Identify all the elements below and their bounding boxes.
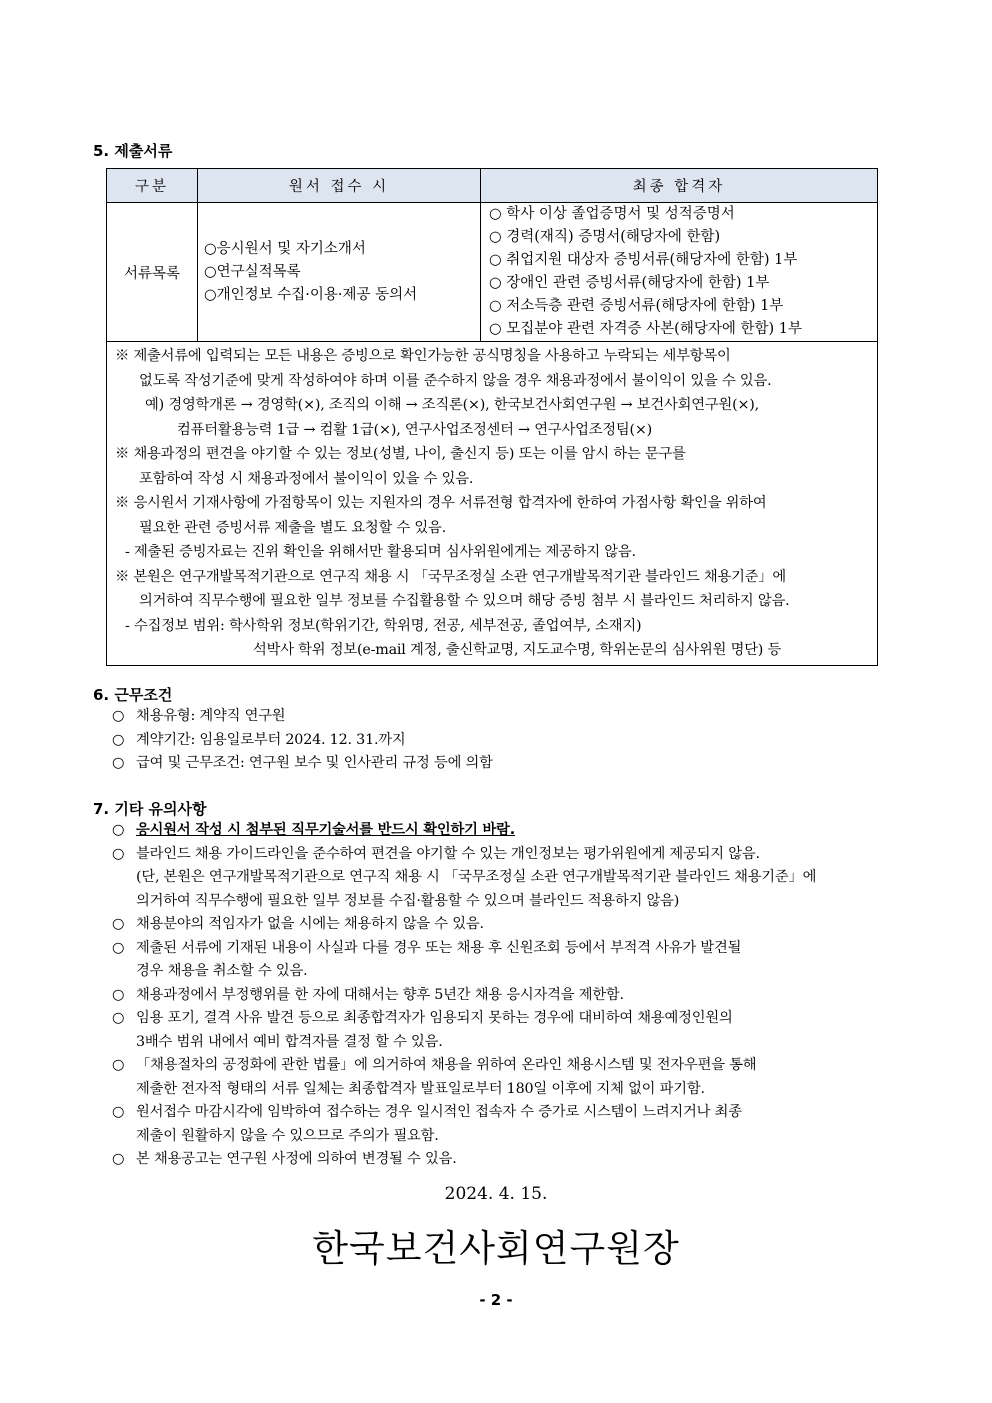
list-item <box>112 705 493 729</box>
list-item <box>112 984 816 1008</box>
note-line: 포함하여 작성 시 채용과정에서 불이익이 있을 수 있음. <box>139 470 474 487</box>
note-line: 컴퓨터활용능력 1급 → 컴활 1급(×), 연구사업조정센터 → 연구사업조정팀(×) <box>177 421 653 438</box>
list-item: ○ 경력(재직) 증명서(해당자에 한함) <box>489 229 721 245</box>
organization-signature: 한국보건사회연구원장 <box>312 1227 680 1270</box>
bullet: ○ <box>112 1151 125 1167</box>
list-item-text: 임용 포기, 결격 사유 발견 등으로 최종합격자가 임용되지 못하는 경우에 대비하여 채용예정인원의 <box>136 1010 733 1026</box>
list-item-text: 「채용절차의 공정화에 관한 법률」에 의거하여 채용을 위하여 온라인 채용시스템 및 전자우편을 통해 <box>136 1057 757 1073</box>
notices-list <box>112 819 816 1172</box>
note-line: 없도록 작성기준에 맞게 작성하여야 하며 이를 준수하지 않을 경우 채용과정에서 불이익이 있을 수 있음. <box>139 372 772 389</box>
application-docs-cell <box>198 203 481 342</box>
note-line: - 수집정보 범위: 학사학위 정보(학위기간, 학위명, 전공, 세부전공, 졸업여부, 소재지) <box>125 617 642 634</box>
bullet: ○ <box>112 1057 125 1073</box>
list-item: ○개인정보 수집·이용·제공 동의서 <box>204 286 418 303</box>
bullet: ○ <box>112 939 125 956</box>
bullet: ○ <box>112 708 125 724</box>
list-item-text: 급여 및 근무조건: 연구원 보수 및 인사관리 규정 등에 의함 <box>136 755 493 771</box>
row-label: 서류목록 <box>107 203 198 342</box>
list-item-continuation: 제출한 전자적 형태의 서류 일체는 최종합격자 발표일로부터 180일 이후에 지체 없이 파기함. <box>136 1080 705 1097</box>
bullet: ○ <box>112 755 125 771</box>
list-item <box>112 843 816 867</box>
list-item-continuation: 제출이 원활하지 않을 수 있으므로 주의가 필요함. <box>136 1127 439 1144</box>
note-line: 석박사 학위 정보(e-mail 계정, 출신학교명, 지도교수명, 학위논문의 심사위원 명단) 등 <box>253 642 782 658</box>
list-item-text: 제출된 서류에 기재된 내용이 사실과 다를 경우 또는 채용 후 신원조회 등에서 부적격 사유가 발견될 <box>136 939 742 956</box>
work-conditions-list <box>112 705 493 776</box>
list-item: ○ 학사 이상 졸업증명서 및 성적증명서 <box>489 206 735 222</box>
list-item <box>112 937 816 961</box>
note-line: ※ 제출서류에 입력되는 모든 내용은 증빙으로 확인가능한 공식명칭을 사용하고 누락되는 세부항목이 <box>115 348 731 364</box>
list-item-continuation: (단, 본원은 연구개발목적기관으로 연구직 채용 시 「국무조정실 소관 연구개발목적기관 블라인드 채용기준」에 <box>136 869 817 885</box>
list-item-text: 채용과정에서 부정행위를 한 자에 대해서는 향후 5년간 채용 응시자격을 제한함. <box>136 986 624 1003</box>
list-item <box>112 913 816 937</box>
header-category: 구분 <box>107 169 198 203</box>
list-item <box>112 1101 816 1125</box>
header-application: 원서 접수 시 <box>198 169 481 203</box>
bullet: ○ <box>112 986 125 1003</box>
list-item-continuation: 3배수 범위 내에서 예비 합격자를 결정 할 수 있음. <box>136 1033 443 1050</box>
list-item: ○ 저소득층 관련 증빙서류(해당자에 한함) 1부 <box>489 298 784 314</box>
list-item-text: 본 채용공고는 연구원 사정에 의하여 변경될 수 있음. <box>136 1151 457 1167</box>
list-item: ○ 장애인 관련 증빙서류(해당자에 한함) 1부 <box>489 275 770 291</box>
list-item-continuation: 의거하여 직무수행에 필요한 일부 정보를 수집·활용할 수 있으며 블라인드 적용하지 않음) <box>136 892 680 909</box>
table-row <box>107 203 878 342</box>
list-item: ○응시원서 및 자기소개서 <box>204 240 366 257</box>
list-item-text: 블라인드 채용 가이드라인을 준수하여 편견을 야기할 수 있는 개인정보는 평가위원에게 제공되지 않음. <box>136 845 760 862</box>
notes-cell <box>107 342 878 666</box>
header-final: 최종 합격자 <box>481 169 878 203</box>
announcement-date: 2024. 4. 15. <box>444 1184 548 1204</box>
list-item-text: 채용분야의 적임자가 없을 시에는 채용하지 않을 수 있음. <box>136 916 484 932</box>
list-item-text: 계약기간: 임용일로부터 2024. 12. 31.까지 <box>136 731 406 748</box>
list-item-text: 원서접수 마감시각에 임박하여 접수하는 경우 일시적인 접속자 수 증가로 시스템이 느려지거나 최종 <box>136 1104 742 1120</box>
notes-row <box>107 342 878 666</box>
page-number: - 2 - <box>479 1291 513 1309</box>
list-item-text: 채용유형: 계약직 연구원 <box>136 708 286 724</box>
section-7-title: 7. 기타 유의사항 <box>93 800 207 818</box>
list-item: ○ 취업지원 대상자 증빙서류(해당자에 한함) 1부 <box>489 252 798 268</box>
note-line: ※ 채용과정의 편견을 야기할 수 있는 정보(성별, 나이, 출신지 등) 또는 이를 암시 하는 문구를 <box>115 446 686 462</box>
bullet: ○ <box>112 1104 125 1120</box>
list-item <box>112 1054 816 1078</box>
note-line: 필요한 관련 증빙서류 제출을 별도 요청할 수 있음. <box>139 519 446 536</box>
note-line: ※ 응시원서 기재사항에 가점항목이 있는 지원자의 경우 서류전형 합격자에 한하여 가점사항 확인을 위하여 <box>115 495 767 511</box>
list-item <box>112 752 493 776</box>
list-item-continuation: 경우 채용을 취소할 수 있음. <box>136 963 308 979</box>
bullet: ○ <box>112 822 125 838</box>
list-item: ○ 모집분야 관련 자격증 사본(해당자에 한함) 1부 <box>489 321 802 337</box>
list-item <box>112 1148 816 1172</box>
list-item <box>112 819 816 843</box>
section-6-title: 6. 근무조건 <box>93 686 173 704</box>
note-line: 예) 경영학개론 → 경영학(×), 조직의 이해 → 조직론(×), 한국보건사회연구원 → 보건사회연구원(×), <box>145 397 759 413</box>
note-line: ※ 본원은 연구개발목적기관으로 연구직 채용 시 「국무조정실 소관 연구개발목적기관 블라인드 채용기준」에 <box>115 568 786 585</box>
section-5-title: 5. 제출서류 <box>93 142 173 160</box>
documents-table <box>106 168 878 666</box>
bullet: ○ <box>112 845 125 862</box>
list-item <box>112 729 493 753</box>
bullet: ○ <box>112 916 125 932</box>
bullet: ○ <box>112 731 125 748</box>
table-header-row <box>107 169 878 203</box>
emphasis-text: 응시원서 작성 시 첨부된 직무기술서를 반드시 확인하기 바람. <box>136 822 515 838</box>
note-line: 의거하여 직무수행에 필요한 일부 정보를 수집활용할 수 있으며 해당 증빙 첨부 시 블라인드 처리하지 않음. <box>139 593 790 609</box>
bullet: ○ <box>112 1010 125 1026</box>
final-docs-cell <box>481 203 878 342</box>
list-item: ○연구실적목록 <box>204 263 301 280</box>
list-item <box>112 1007 816 1031</box>
note-line: - 제출된 증빙자료는 진위 확인을 위해서만 활용되며 심사위원에게는 제공하지 않음. <box>125 544 636 560</box>
